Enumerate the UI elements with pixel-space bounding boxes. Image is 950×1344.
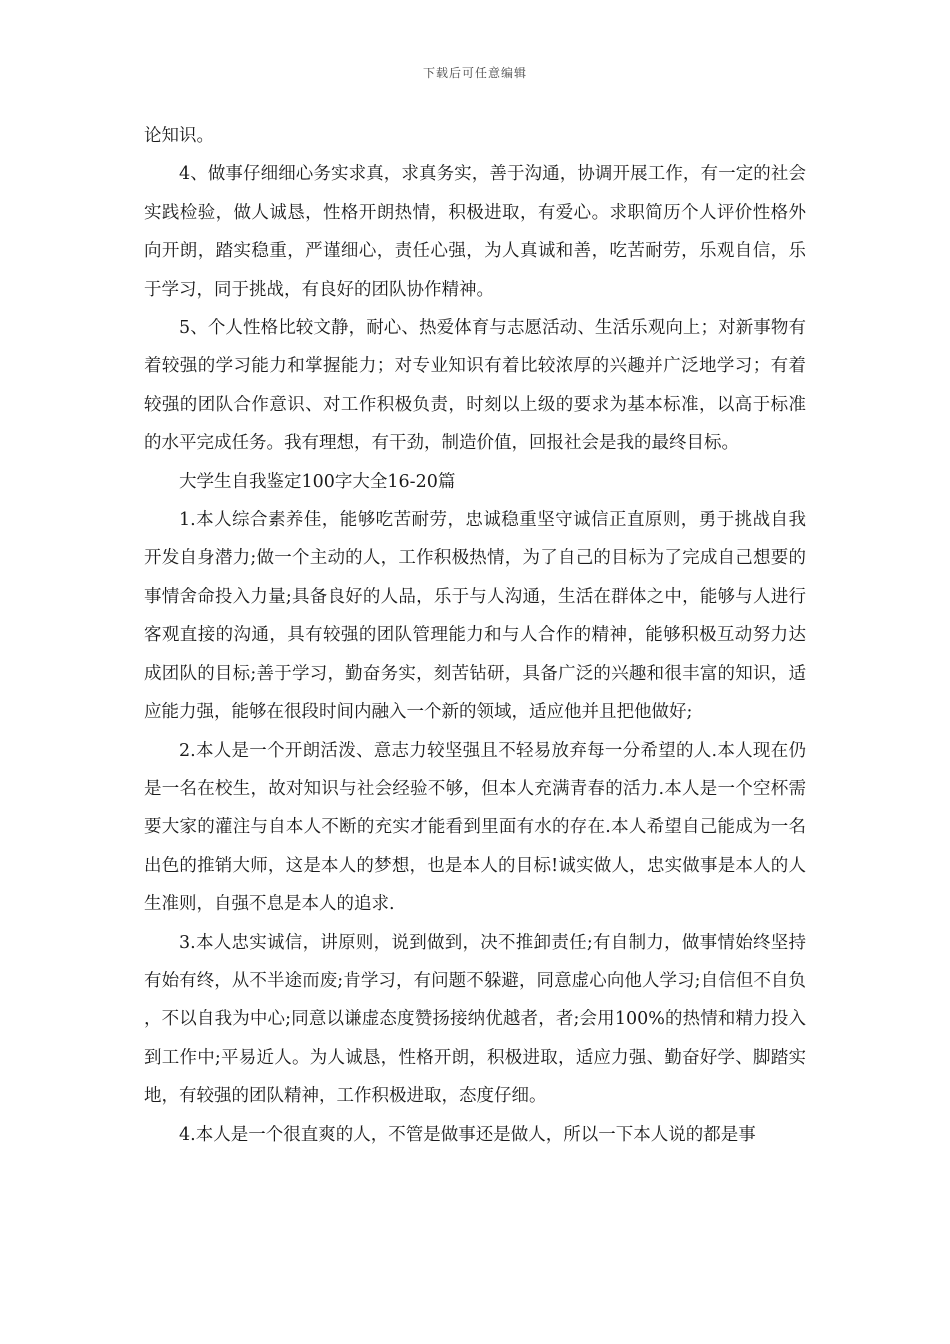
- paragraph-item-4: 4、做事仔细细心务实求真，求真务实，善于沟通，协调开展工作，有一定的社会实践检验，做人诚恳，性格开朗热情，积极进取，有爱心。求职简历个人评价性格外向开朗，踏实稳重，严谨细心，责任心强，为人真诚和善，吃苦耐劳，乐观自信，乐于学习，同于挑战，有良好的团队协作精神。: [144, 164, 806, 300]
- document-body: [144, 117, 806, 1154]
- paragraph-section-item-4: 4.本人是一个很直爽的人，不管是做事还是做人，所以一下本人说的都是事: [179, 1124, 756, 1145]
- paragraph-continued: 论知识。: [144, 126, 214, 146]
- paragraph-section-item-1: 1.本人综合素养佳，能够吃苦耐劳，忠诚稳重坚守诚信正直原则，勇于挑战自我开发自身潜力;做一个主动的人，工作积极热情，为了自己的目标为了完成自己想要的事情舍命投入力量;具备良好的人品，乐于与人沟通，生活在群体之中，能够与人进行客观直接的沟通，具有较强的团队管理能力和与人合作的精神，能够积极互动努力达成团队的目标;善于学习，勤奋务实，刻苦钻研，具备广泛的兴趣和很丰富的知识，适应能力强，能够在很段时间内融入一个新的领域，适应他并且把他做好;: [144, 510, 806, 723]
- paragraph-section-item-2: 2.本人是一个开朗活泼、意志力较坚强且不轻易放弃每一分希望的人.本人现在仍是一名在校生，故对知识与社会经验不够，但本人充满青春的活力.本人是一个空杯需要大家的灌注与自本人不断的充实才能看到里面有水的存在.本人希望自己能成为一名出色的推销大师，这是本人的梦想，也是本人的目标!诚实做人，忠实做事是本人的人生准则，自强不息是本人的追求.: [144, 740, 806, 915]
- paragraph-section-item-3: 3.本人忠实诚信，讲原则，说到做到，决不推卸责任;有自制力，做事情始终坚持有始有终，从不半途而废;肯学习，有问题不躲避，同意虚心向他人学习;自信但不自负，不以自我为中心;同意以谦虚态度赞扬接纳优越者，者;会用100%的热情和精力投入到工作中;平易近人。为人诚恳，性格开朗，积极进取，适应力强、勤奋好学、脚踏实地，有较强的团队精神，工作积极进取，态度仔细。: [144, 932, 806, 1107]
- section-heading: 大学生自我鉴定100字大全16-20篇: [179, 471, 456, 492]
- page-header: 下载后可任意编辑: [422, 66, 527, 80]
- paragraph-item-5: 5、个人性格比较文静，耐心、热爱体育与志愿活动、生活乐观向上；对新事物有着较强的学习能力和掌握能力；对专业知识有着比较浓厚的兴趣并广泛地学习；有着较强的团队合作意识、对工作积极负责，时刻以上级的要求为基本标准，以高于标准的水平完成任务。我有理想，有干劲，制造价值，回报社会是我的最终目标。: [144, 318, 806, 454]
